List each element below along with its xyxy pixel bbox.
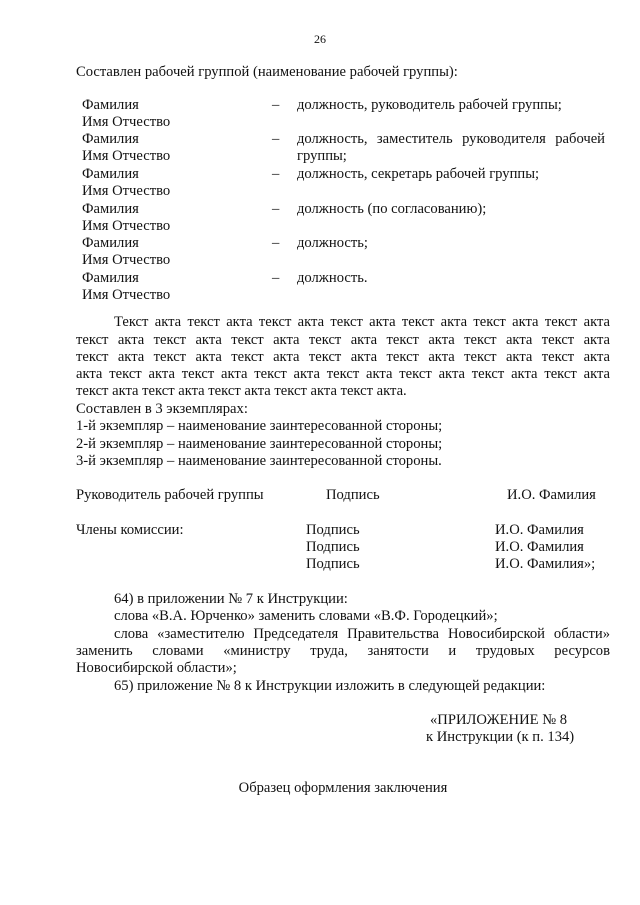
act-text-line: текст акта текст акта текст акта текст акта текст акта текст акта текст акта bbox=[76, 332, 610, 348]
member-dash: – bbox=[272, 97, 280, 113]
member-role: должность (по согласованию); bbox=[297, 201, 487, 217]
member-role-continued: группы; bbox=[297, 148, 347, 164]
member-patronymic: Имя Отчество bbox=[82, 183, 171, 199]
member-surname: Фамилия bbox=[82, 97, 139, 113]
member-signature: Подпись bbox=[306, 522, 360, 538]
act-text-line: текст акта текст акта текст акта текст акта текст акта текст акта текст акта bbox=[76, 349, 610, 365]
act-text-line: текст акта текст акта текст акта текст акта текст акта. bbox=[76, 383, 407, 399]
member-name: И.О. Фамилия bbox=[495, 539, 584, 555]
page-number: 26 bbox=[314, 32, 326, 46]
member-surname: Фамилия bbox=[82, 270, 139, 286]
member-name: И.О. Фамилия»; bbox=[495, 556, 596, 572]
appendix-heading: «ПРИЛОЖЕНИЕ № 8 bbox=[430, 712, 568, 728]
member-role: должность; bbox=[297, 235, 368, 251]
copy-line: 3-й экземпляр – наименование заинтересованной стороны. bbox=[76, 453, 442, 469]
amendment-item-64: 64) в приложении № 7 к Инструкции: bbox=[114, 591, 348, 607]
intro-line: Составлен рабочей группой (наименование рабочей группы): bbox=[76, 64, 458, 80]
member-dash: – bbox=[272, 201, 280, 217]
copy-line: 2-й экземпляр – наименование заинтересованной стороны; bbox=[76, 436, 443, 452]
head-label: Руководитель рабочей группы bbox=[76, 487, 264, 503]
member-role: должность, секретарь рабочей группы; bbox=[297, 166, 540, 182]
copy-line: 1-й экземпляр – наименование заинтересованной стороны; bbox=[76, 418, 443, 434]
member-dash: – bbox=[272, 270, 280, 286]
member-surname: Фамилия bbox=[82, 131, 139, 147]
member-name: И.О. Фамилия bbox=[495, 522, 584, 538]
appendix-reference: к Инструкции (к п. 134) bbox=[426, 729, 575, 745]
head-name: И.О. Фамилия bbox=[507, 487, 596, 503]
member-surname: Фамилия bbox=[82, 166, 139, 182]
members-label: Члены комиссии: bbox=[76, 522, 184, 538]
amendment-item-64-a: слова «В.А. Юрченко» заменить словами «В.Ф. Городецкий»; bbox=[114, 608, 498, 624]
member-dash: – bbox=[272, 235, 280, 251]
sample-title: Образец оформления заключения bbox=[238, 780, 448, 796]
member-dash: – bbox=[272, 131, 280, 147]
member-signature: Подпись bbox=[306, 539, 360, 555]
amendment-item-65: 65) приложение № 8 к Инструкции изложить в следующей редакции: bbox=[114, 678, 546, 694]
member-patronymic: Имя Отчество bbox=[82, 218, 171, 234]
member-patronymic: Имя Отчество bbox=[82, 148, 171, 164]
amendment-item-64-b: заменить словами «министру труда, занятости и трудовых ресурсов bbox=[76, 643, 610, 659]
member-patronymic: Имя Отчество bbox=[82, 252, 171, 268]
amendment-item-64-b: слова «заместителю Председателя Правительства Новосибирской области» bbox=[114, 626, 610, 642]
head-signature: Подпись bbox=[326, 487, 380, 503]
member-surname: Фамилия bbox=[82, 201, 139, 217]
member-role: должность. bbox=[297, 270, 368, 286]
amendment-item-64-b: Новосибирской области»; bbox=[76, 660, 237, 676]
act-text-line: Текст акта текст акта текст акта текст акта текст акта текст акта текст акта bbox=[114, 314, 610, 330]
member-role: должность, заместитель руководителя рабочей bbox=[297, 131, 605, 147]
member-patronymic: Имя Отчество bbox=[82, 114, 171, 130]
act-text-line: акта текст акта текст акта текст акта текст акта текст акта текст акта текст акта bbox=[76, 366, 610, 382]
member-dash: – bbox=[272, 166, 280, 182]
copies-title: Составлен в 3 экземплярах: bbox=[76, 401, 248, 417]
member-signature: Подпись bbox=[306, 556, 360, 572]
member-surname: Фамилия bbox=[82, 235, 139, 251]
member-patronymic: Имя Отчество bbox=[82, 287, 171, 303]
member-role: должность, руководитель рабочей группы; bbox=[297, 97, 562, 113]
